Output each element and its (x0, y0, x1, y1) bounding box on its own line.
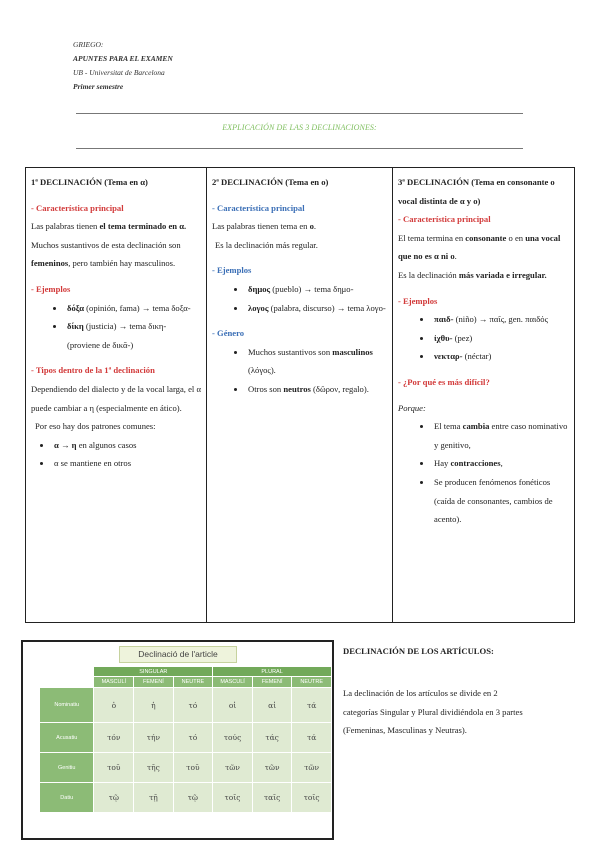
table-cell: τούς (213, 723, 253, 753)
table-cell: τά (292, 688, 332, 723)
table-cell: αἱ (252, 688, 291, 723)
because-label: Porque: (398, 402, 426, 413)
gender-header: NEUTRE (292, 677, 332, 688)
table-row (40, 723, 332, 753)
case-label: Nominatiu (40, 688, 94, 723)
types-heading: - Tipos dentro de la 1ª declinación (31, 365, 155, 376)
table-corner (40, 677, 94, 688)
declensions-table (25, 167, 575, 623)
list-item: • δόξα (opinión, fama) → tema δοξα- (65, 299, 201, 318)
table-cell: τῷ (94, 783, 134, 813)
difficulty-heading: - ¿Por qué es más difícil? (398, 376, 490, 387)
examples-list (31, 299, 201, 355)
plural-header: PLURAL (213, 667, 332, 677)
first-declension-title: 1ª DECLINACIÓN (Tema en α) (31, 177, 148, 187)
list-item: • παιδ- (niño) → παῖς, gen. παιδός (432, 310, 569, 329)
gender-list (212, 343, 387, 399)
table-cell: τῷ (173, 783, 213, 813)
variety-text: Es la declinación más variada e irregular. (398, 269, 547, 280)
table-cell: τοῦ (94, 753, 134, 783)
document-header (73, 38, 173, 94)
examples-heading: - Ejemplos (31, 283, 71, 294)
gender-header: FEMENÍ (134, 677, 173, 688)
list-item: • El tema cambia entre caso nominativo y genitivo, (432, 417, 569, 454)
list-item: • Hay contracciones, (432, 454, 569, 473)
list-item: • δημος (pueblo) → tema δημο- (246, 280, 387, 299)
table-cell: τήν (134, 723, 173, 753)
table-cell: ὁ (94, 688, 134, 723)
table-corner (40, 667, 94, 677)
table-cell: τῶν (292, 753, 332, 783)
table-row (40, 783, 332, 813)
patterns-list (31, 436, 201, 473)
examples-list (212, 280, 387, 317)
examples-heading: - Ejemplos (212, 265, 252, 276)
main-feature-text: Las palabras tienen tema en o. (212, 221, 317, 232)
regularity-text: Es la declinación más regular. (215, 239, 318, 250)
table-cell: τῆς (134, 753, 173, 783)
table-cell: τόν (94, 723, 134, 753)
articles-heading: DECLINACIÓN DE LOS ARTÍCULOS: (343, 646, 494, 656)
third-declension-column (392, 168, 574, 622)
case-label: Datiu (40, 783, 94, 813)
main-feature-heading: - Característica principal (31, 202, 124, 213)
gender-header: MASCULÍ (213, 677, 253, 688)
list-item: • Se producen fenómenos fonéticos (caída de consonantes, cambios de acento). (432, 473, 569, 529)
singular-header: SINGULAR (94, 667, 213, 677)
second-declension-title: 2ª DECLINACIÓN (Tema en o) (212, 177, 329, 187)
table-cell: τό (173, 723, 213, 753)
top-divider (76, 113, 523, 114)
table-cell: τῇ (134, 783, 173, 813)
list-item: • ἰχθυ- (pez) (432, 329, 569, 348)
table-cell: τό (173, 688, 213, 723)
articles-description: La declinación de los artículos se divide en 2 categorías Singular y Plural dividiéndola en 3 partes (Femeninas, Masculinas y Neutras). (343, 688, 523, 735)
header-university: UB - Universitat de Barcelona (73, 68, 165, 77)
table-cell: ταῖς (252, 783, 291, 813)
list-item: • Otros son neutros (δῶρον, regalo). (246, 380, 387, 399)
first-declension-column (26, 168, 206, 622)
third-declension-title: 3ª DECLINACIÓN (Tema en consonante o vocal distinta de α y ο) (398, 177, 555, 206)
reasons-list (398, 417, 569, 529)
table-cell: τοῦ (173, 753, 213, 783)
table-cell: τοῖς (292, 783, 332, 813)
article-declension-image (21, 640, 334, 840)
list-item: • α → η en algunos casos (52, 436, 201, 455)
case-label: Genitiu (40, 753, 94, 783)
types-text: Dependiendo del dialecto y de la vocal larga, el α puede cambiar a η (especialmente en ático). (31, 383, 201, 413)
main-feature-heading: - Característica principal (398, 214, 491, 225)
gender-header: MASCULÍ (94, 677, 134, 688)
list-item: • δίκη (justicia) → tema δικη- (proviene de δικᾱ-) (65, 317, 201, 354)
table-cell: τάς (252, 723, 291, 753)
header-semester: Primer semestre (73, 82, 124, 91)
gender-text: Muchos sustantivos de esta declinación son femeninos, pero también hay masculinos. (31, 239, 181, 269)
bottom-divider (76, 148, 523, 149)
examples-list (398, 310, 569, 366)
section-subtitle: EXPLICACIÓN DE LAS 3 DECLINACIONES: (222, 123, 377, 132)
list-item: • Muchos sustantivos son masculinos (λόγος). (246, 343, 387, 380)
list-item: • λογος (palabra, discurso) → tema λογο- (246, 299, 387, 318)
main-feature-text: Las palabras tienen el tema terminado en α. (31, 221, 187, 232)
table-row (40, 753, 332, 783)
header-title: APUNTES PARA EL EXAMEN (73, 54, 173, 63)
table-cell: οἱ (213, 688, 253, 723)
table-cell: τῶν (213, 753, 253, 783)
table-row (40, 688, 332, 723)
case-label: Acusatiu (40, 723, 94, 753)
table-cell: τά (292, 723, 332, 753)
gender-heading: - Género (212, 328, 245, 339)
header-subject: GRIEGO: (73, 40, 104, 49)
list-item: • α se mantiene en otros (52, 454, 201, 473)
table-cell: τοῖς (213, 783, 253, 813)
examples-heading: - Ejemplos (398, 295, 438, 306)
article-table-title: Declinació de l'article (119, 646, 237, 663)
second-declension-column (206, 168, 392, 622)
table-cell: ἡ (134, 688, 173, 723)
gender-header: FEMENÍ (252, 677, 291, 688)
gender-header: NEUTRE (173, 677, 213, 688)
table-cell: τῶν (252, 753, 291, 783)
main-feature-text: El tema termina en consonante o en una vocal que no es α ni ο. (398, 232, 561, 262)
patterns-text: Por eso hay dos patrones comunes: (35, 421, 156, 432)
list-item: • νεκταρ- (néctar) (432, 347, 569, 366)
main-feature-heading: - Característica principal (212, 202, 305, 213)
article-declension-table (39, 666, 332, 813)
